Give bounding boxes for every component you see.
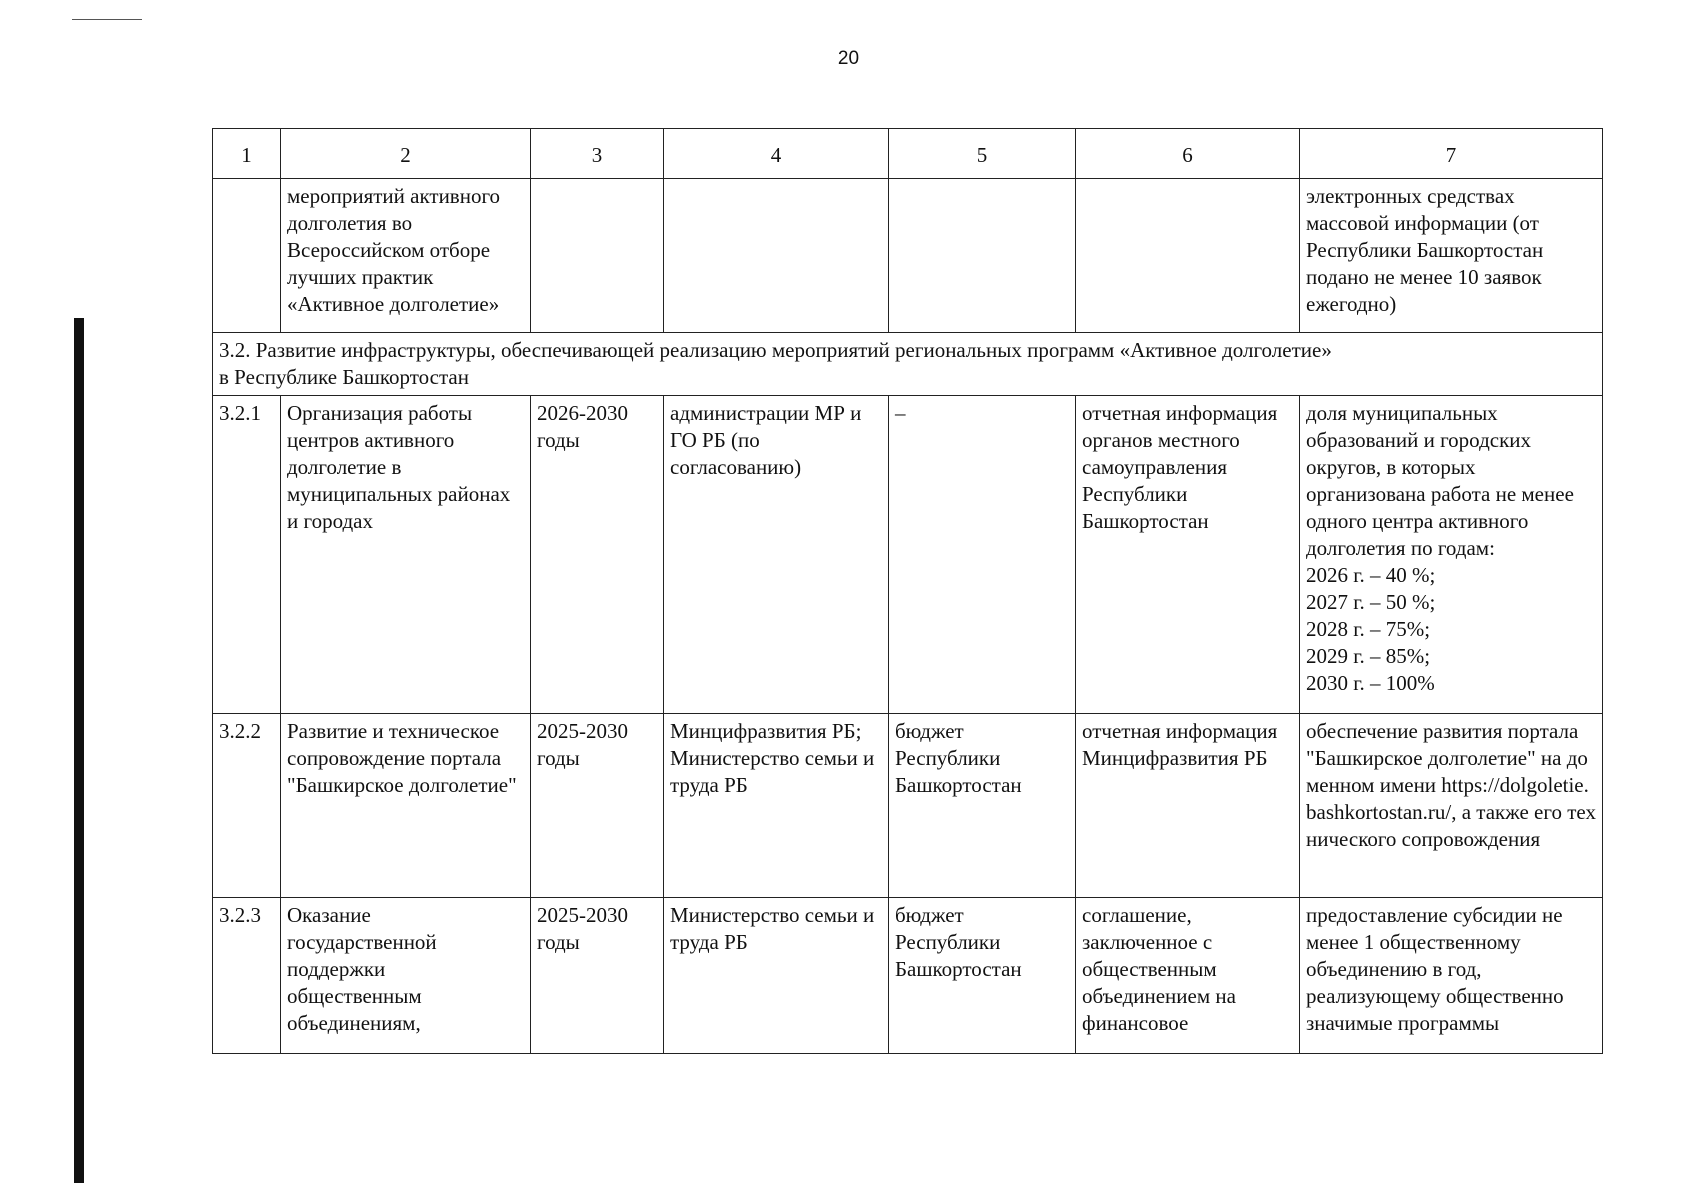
row-number: 3.2.1 xyxy=(213,396,281,714)
section-heading-line: 3.2. Развитие инфраструктуры, обеспечивающей реализацию мероприятий региональных программ «Активное долголетие» xyxy=(219,338,1332,362)
column-number-row xyxy=(213,129,1603,179)
section-heading-row xyxy=(213,333,1603,396)
table-row xyxy=(213,396,1603,714)
measures-table xyxy=(212,128,1603,1054)
table-cell xyxy=(531,179,664,333)
table-cell: мероприятий активного долголетия во Всероссийском отборе лучших практик «Активное долголетие» xyxy=(281,179,531,333)
expected-result: обеспечение развития портала "Башкирское долголетие" на доменном имени https://dolgoletie.bashkortostan.ru/, а также его технического сопровождения xyxy=(1300,714,1603,898)
measure-name: Оказание государственной поддержки общественным объединениям, xyxy=(281,898,531,1054)
executor: Минцифразвития РБ; Министерство семьи и труда РБ xyxy=(664,714,889,898)
funding-source: бюджет Республики Башкортостан xyxy=(889,714,1076,898)
column-header-2: 2 xyxy=(281,129,531,179)
table-cell xyxy=(664,179,889,333)
funding-source: бюджет Республики Башкортостан xyxy=(889,898,1076,1054)
executor: администрации МР и ГО РБ (по согласованию) xyxy=(664,396,889,714)
reporting-form: соглашение, заключенное с общественным объединением на финансовое xyxy=(1076,898,1300,1054)
table-cell xyxy=(889,179,1076,333)
table-cell xyxy=(1076,179,1300,333)
result-year: 2029 г. – 85%; xyxy=(1306,644,1431,668)
expected-result: предоставление субсидии не менее 1 общественному объединению в год, реализующему общественно значимые программы xyxy=(1300,898,1603,1054)
table-cell xyxy=(213,179,281,333)
column-header-3: 3 xyxy=(531,129,664,179)
executor: Министерство семьи и труда РБ xyxy=(664,898,889,1054)
continuation-row xyxy=(213,179,1603,333)
table-row xyxy=(213,714,1603,898)
column-header-6: 6 xyxy=(1076,129,1300,179)
reporting-form: отчетная информация органов местного самоуправления Республики Башкортостан xyxy=(1076,396,1300,714)
row-number: 3.2.3 xyxy=(213,898,281,1054)
row-number: 3.2.2 xyxy=(213,714,281,898)
funding-source: – xyxy=(889,396,1076,714)
result-year: 2026 г. – 40 %; xyxy=(1306,563,1436,587)
result-year: 2030 г. – 100% xyxy=(1306,671,1435,695)
column-header-1: 1 xyxy=(213,129,281,179)
page-number: 20 xyxy=(837,48,860,69)
table-cell: электронных средствах массовой информации (от Республики Башкортостан подано не менее 10 заявок ежегодно) xyxy=(1300,179,1603,333)
measure-name: Организация работы центров активного долголетие в муниципальных районах и городах xyxy=(281,396,531,714)
section-heading-line: в Республике Башкортостан xyxy=(219,365,469,389)
result-year: 2027 г. – 50 %; xyxy=(1306,590,1436,614)
section-heading xyxy=(213,333,1603,396)
result-year: 2028 г. – 75%; xyxy=(1306,617,1431,641)
scan-artifact-bar xyxy=(74,318,84,1183)
period: 2025-2030 годы xyxy=(531,898,664,1054)
scan-artifact-line xyxy=(72,19,142,20)
result-text: доля муниципальных образований и городских округов, в которых организована работа не менее одного центра активного долголетия по годам: xyxy=(1306,401,1574,560)
reporting-form: отчетная информация Минцифразвития РБ xyxy=(1076,714,1300,898)
column-header-7: 7 xyxy=(1300,129,1603,179)
table-row xyxy=(213,898,1603,1054)
period: 2025-2030 годы xyxy=(531,714,664,898)
column-header-4: 4 xyxy=(664,129,889,179)
period: 2026-2030 годы xyxy=(531,396,664,714)
expected-result xyxy=(1300,396,1603,714)
measure-name: Развитие и техническое сопровождение портала "Башкирское долголетие" xyxy=(281,714,531,898)
column-header-5: 5 xyxy=(889,129,1076,179)
